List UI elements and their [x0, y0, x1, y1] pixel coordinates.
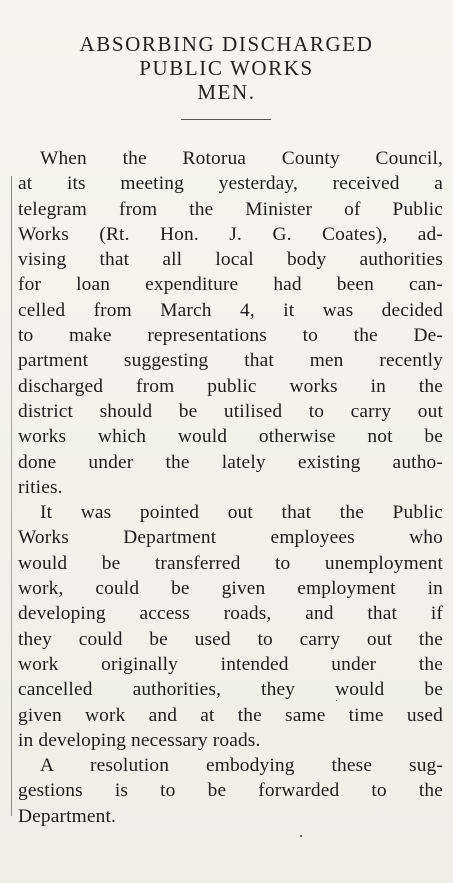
paragraph-3: [18, 753, 443, 829]
headline-divider: [181, 119, 271, 120]
body-line: to make representations to the De-: [18, 325, 443, 347]
body-line: cancelled authorities, they would be: [18, 679, 443, 701]
paragraph-2: [18, 500, 443, 753]
headline: [0, 32, 453, 104]
body-line: A resolution embodying these sug-: [40, 755, 443, 777]
body-line: at its meeting yesterday, received a: [18, 173, 443, 195]
print-speck: [300, 835, 302, 837]
body-line: Department.: [18, 805, 117, 827]
body-line: developing access roads, and that if: [18, 603, 443, 625]
print-speck: [336, 700, 337, 701]
headline-line: ABSORBING DISCHARGED: [79, 32, 374, 57]
article-body: [18, 146, 443, 829]
paragraph-1: [18, 146, 443, 500]
body-line: vising that all local body authorities: [18, 249, 443, 271]
body-line: telegram from the Minister of Public: [18, 198, 443, 220]
body-line: It was pointed out that the Public: [40, 502, 443, 524]
body-line: gestions is to be forwarded to the: [18, 780, 443, 802]
body-line: Works Department employees who: [18, 527, 443, 549]
body-line: Works (Rt. Hon. J. G. Coates), ad-: [18, 223, 443, 245]
body-line: district should be utilised to carry out: [18, 400, 443, 422]
body-line: for loan expenditure had been can-: [18, 274, 443, 296]
body-line: done under the lately existing autho-: [18, 451, 443, 473]
body-line: would be transferred to unemployment: [18, 552, 443, 574]
body-line: work originally intended under the: [18, 653, 443, 675]
body-line: When the Rotorua County Council,: [40, 148, 443, 169]
headline-line: PUBLIC WORKS: [139, 56, 314, 81]
body-line: in developing necessary roads.: [18, 729, 261, 751]
column-margin-rule: [11, 176, 12, 816]
body-line: rities.: [18, 476, 63, 498]
body-line: they could be used to carry out the: [18, 628, 443, 650]
body-line: celled from March 4, it was decided: [18, 299, 443, 321]
headline-line: MEN.: [197, 80, 256, 105]
body-line: work, could be given employment in: [18, 578, 443, 600]
body-line: works which would otherwise not be: [18, 426, 443, 448]
body-line: given work and at the same time used: [18, 704, 443, 726]
body-line: discharged from public works in the: [18, 375, 443, 397]
body-line: partment suggesting that men recently: [18, 350, 443, 372]
